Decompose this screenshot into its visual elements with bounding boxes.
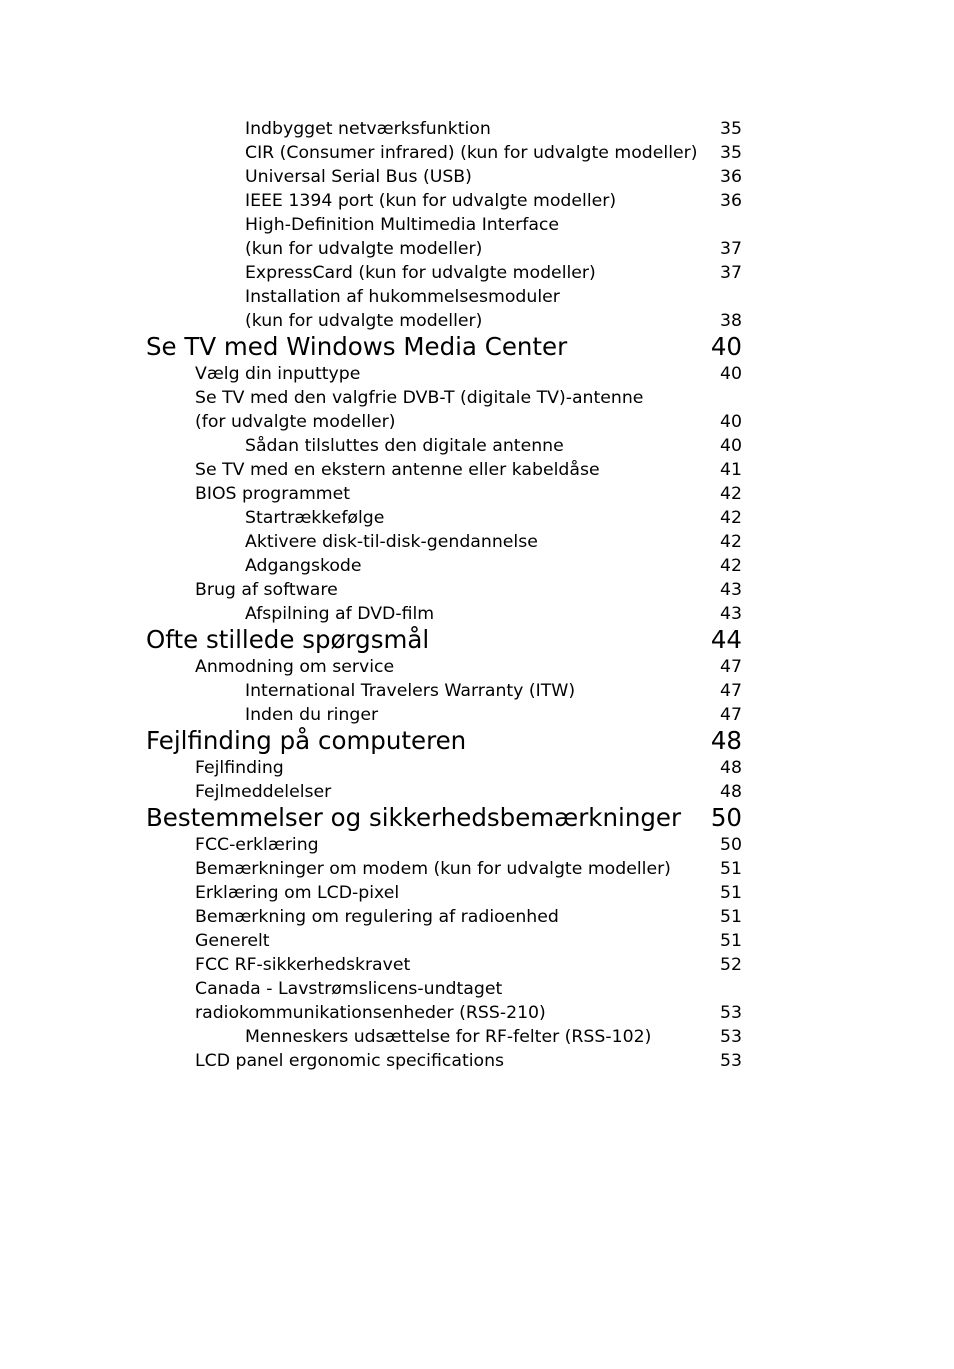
toc-entry-page-number: 53 [720, 1003, 742, 1023]
toc-entry-title: FCC RF-sikkerhedskravet [195, 955, 411, 975]
toc-entry-title: Ofte stillede spørgsmål [146, 625, 430, 654]
toc-entry-page-number: 50 [710, 803, 742, 832]
toc-entry-title: (kun for udvalgte modeller) [245, 311, 483, 331]
toc-entry-title: Aktivere disk-til-disk-gendannelse [245, 532, 538, 552]
toc-entry-title: Inden du ringer [245, 705, 379, 725]
toc-entry-page-number: 37 [720, 263, 742, 283]
toc-entry-title: Menneskers udsættelse for RF-felter (RSS-102) [245, 1027, 652, 1047]
toc-entry-page-number: 40 [720, 436, 742, 456]
toc-chapter-entry [0, 626, 954, 655]
toc-entry [0, 1025, 954, 1049]
toc-entry-page-number: 44 [710, 625, 742, 654]
toc-entry-page-number: 51 [720, 859, 742, 879]
toc-entry [0, 679, 954, 703]
toc-entry-title: (for udvalgte modeller) [195, 412, 396, 432]
toc-entry-title: Generelt [195, 931, 270, 951]
toc-entry-page-number: 51 [720, 907, 742, 927]
toc-entry [0, 458, 954, 482]
toc-entry-page-number: 51 [720, 883, 742, 903]
toc-entry-page-number: 35 [720, 143, 742, 163]
toc-entry-page-number: 35 [720, 119, 742, 139]
toc-entry-title: LCD panel ergonomic specifications [195, 1051, 505, 1071]
toc-entry [0, 756, 954, 780]
toc-entry [0, 386, 954, 410]
toc-entry-title: Se TV med den valgfrie DVB-T (digitale TV)-antenne [195, 388, 644, 408]
toc-entry-title: Se TV med en ekstern antenne eller kabeldåse [195, 460, 600, 480]
toc-entry-title: Fejlfinding [195, 758, 284, 778]
toc-entry [0, 261, 954, 285]
toc-entry-title: Indbygget netværksfunktion [245, 119, 491, 139]
toc-entry-page-number: 40 [720, 412, 742, 432]
table-of-contents [0, 117, 954, 1073]
toc-entry [0, 410, 954, 434]
toc-entry [0, 554, 954, 578]
toc-chapter-entry [0, 333, 954, 362]
toc-entry-page-number: 47 [720, 657, 742, 677]
toc-entry [0, 703, 954, 727]
toc-entry-title: Anmodning om service [195, 657, 395, 677]
toc-entry-title: BIOS programmet [195, 484, 351, 504]
toc-entry [0, 309, 954, 333]
toc-entry-page-number: 53 [720, 1027, 742, 1047]
toc-entry-page-number: 36 [720, 167, 742, 187]
toc-chapter-entry [0, 727, 954, 756]
toc-entry-page-number: 51 [720, 931, 742, 951]
toc-entry-page-number: 37 [720, 239, 742, 259]
toc-entry-page-number: 52 [720, 955, 742, 975]
toc-entry [0, 578, 954, 602]
toc-entry-page-number: 42 [720, 556, 742, 576]
toc-entry [0, 602, 954, 626]
toc-entry-page-number: 50 [720, 835, 742, 855]
toc-entry-title: CIR (Consumer infrared) (kun for udvalgte modeller) [245, 143, 698, 163]
toc-entry [0, 1049, 954, 1073]
toc-entry-page-number: 48 [710, 726, 742, 755]
toc-entry [0, 237, 954, 261]
toc-entry [0, 655, 954, 679]
toc-entry [0, 833, 954, 857]
toc-entry [0, 362, 954, 386]
toc-entry-page-number: 47 [720, 705, 742, 725]
toc-entry-page-number: 42 [720, 484, 742, 504]
toc-entry-title: Installation af hukommelsesmoduler [245, 287, 560, 307]
toc-entry-title: (kun for udvalgte modeller) [245, 239, 483, 259]
toc-entry-title: Brug af software [195, 580, 338, 600]
toc-entry [0, 117, 954, 141]
toc-entry [0, 977, 954, 1001]
toc-entry-title: Bestemmelser og sikkerhedsbemærkninger [146, 803, 682, 832]
toc-entry [0, 482, 954, 506]
toc-entry-title: Universal Serial Bus (USB) [245, 167, 472, 187]
toc-entry [0, 905, 954, 929]
toc-entry [0, 1001, 954, 1025]
toc-entry-page-number: 38 [720, 311, 742, 331]
toc-entry-title: Adgangskode [245, 556, 362, 576]
toc-entry-title: Bemærkning om regulering af radioenhed [195, 907, 559, 927]
toc-entry [0, 434, 954, 458]
toc-entry [0, 165, 954, 189]
toc-entry [0, 953, 954, 977]
toc-entry-title: Canada - Lavstrømslicens-undtaget [195, 979, 503, 999]
toc-entry-page-number: 53 [720, 1051, 742, 1071]
toc-entry-title: Sådan tilsluttes den digitale antenne [245, 436, 564, 456]
toc-entry-page-number: 36 [720, 191, 742, 211]
toc-entry [0, 506, 954, 530]
toc-entry-title: Afspilning af DVD-film [245, 604, 435, 624]
toc-entry [0, 929, 954, 953]
toc-chapter-entry [0, 804, 954, 833]
toc-entry-title: Startrækkefølge [245, 508, 385, 528]
toc-entry-page-number: 48 [720, 758, 742, 778]
toc-entry-page-number: 40 [710, 332, 742, 361]
toc-entry [0, 213, 954, 237]
toc-entry-title: Erklæring om LCD-pixel [195, 883, 400, 903]
toc-entry-title: Fejlfinding på computeren [146, 726, 467, 755]
toc-entry-title: ExpressCard (kun for udvalgte modeller) [245, 263, 596, 283]
toc-entry-page-number: 42 [720, 532, 742, 552]
toc-entry [0, 857, 954, 881]
toc-entry [0, 285, 954, 309]
toc-entry-title: FCC-erklæring [195, 835, 319, 855]
toc-entry [0, 141, 954, 165]
toc-entry-title: IEEE 1394 port (kun for udvalgte modeller) [245, 191, 617, 211]
toc-entry-title: Se TV med Windows Media Center [146, 332, 568, 361]
toc-entry [0, 530, 954, 554]
toc-entry-title: Vælg din inputtype [195, 364, 361, 384]
toc-entry-title: High-Definition Multimedia Interface [245, 215, 560, 235]
toc-entry-title: Fejlmeddelelser [195, 782, 332, 802]
toc-entry [0, 881, 954, 905]
toc-entry-page-number: 43 [720, 580, 742, 600]
toc-entry-page-number: 42 [720, 508, 742, 528]
toc-entry-page-number: 48 [720, 782, 742, 802]
toc-entry-page-number: 41 [720, 460, 742, 480]
toc-entry-page-number: 47 [720, 681, 742, 701]
toc-entry-page-number: 40 [720, 364, 742, 384]
toc-entry [0, 189, 954, 213]
toc-entry-title: International Travelers Warranty (ITW) [245, 681, 576, 701]
toc-entry-page-number: 43 [720, 604, 742, 624]
toc-entry-title: radiokommunikationsenheder (RSS-210) [195, 1003, 546, 1023]
toc-entry-title: Bemærkninger om modem (kun for udvalgte modeller) [195, 859, 671, 879]
toc-entry [0, 780, 954, 804]
